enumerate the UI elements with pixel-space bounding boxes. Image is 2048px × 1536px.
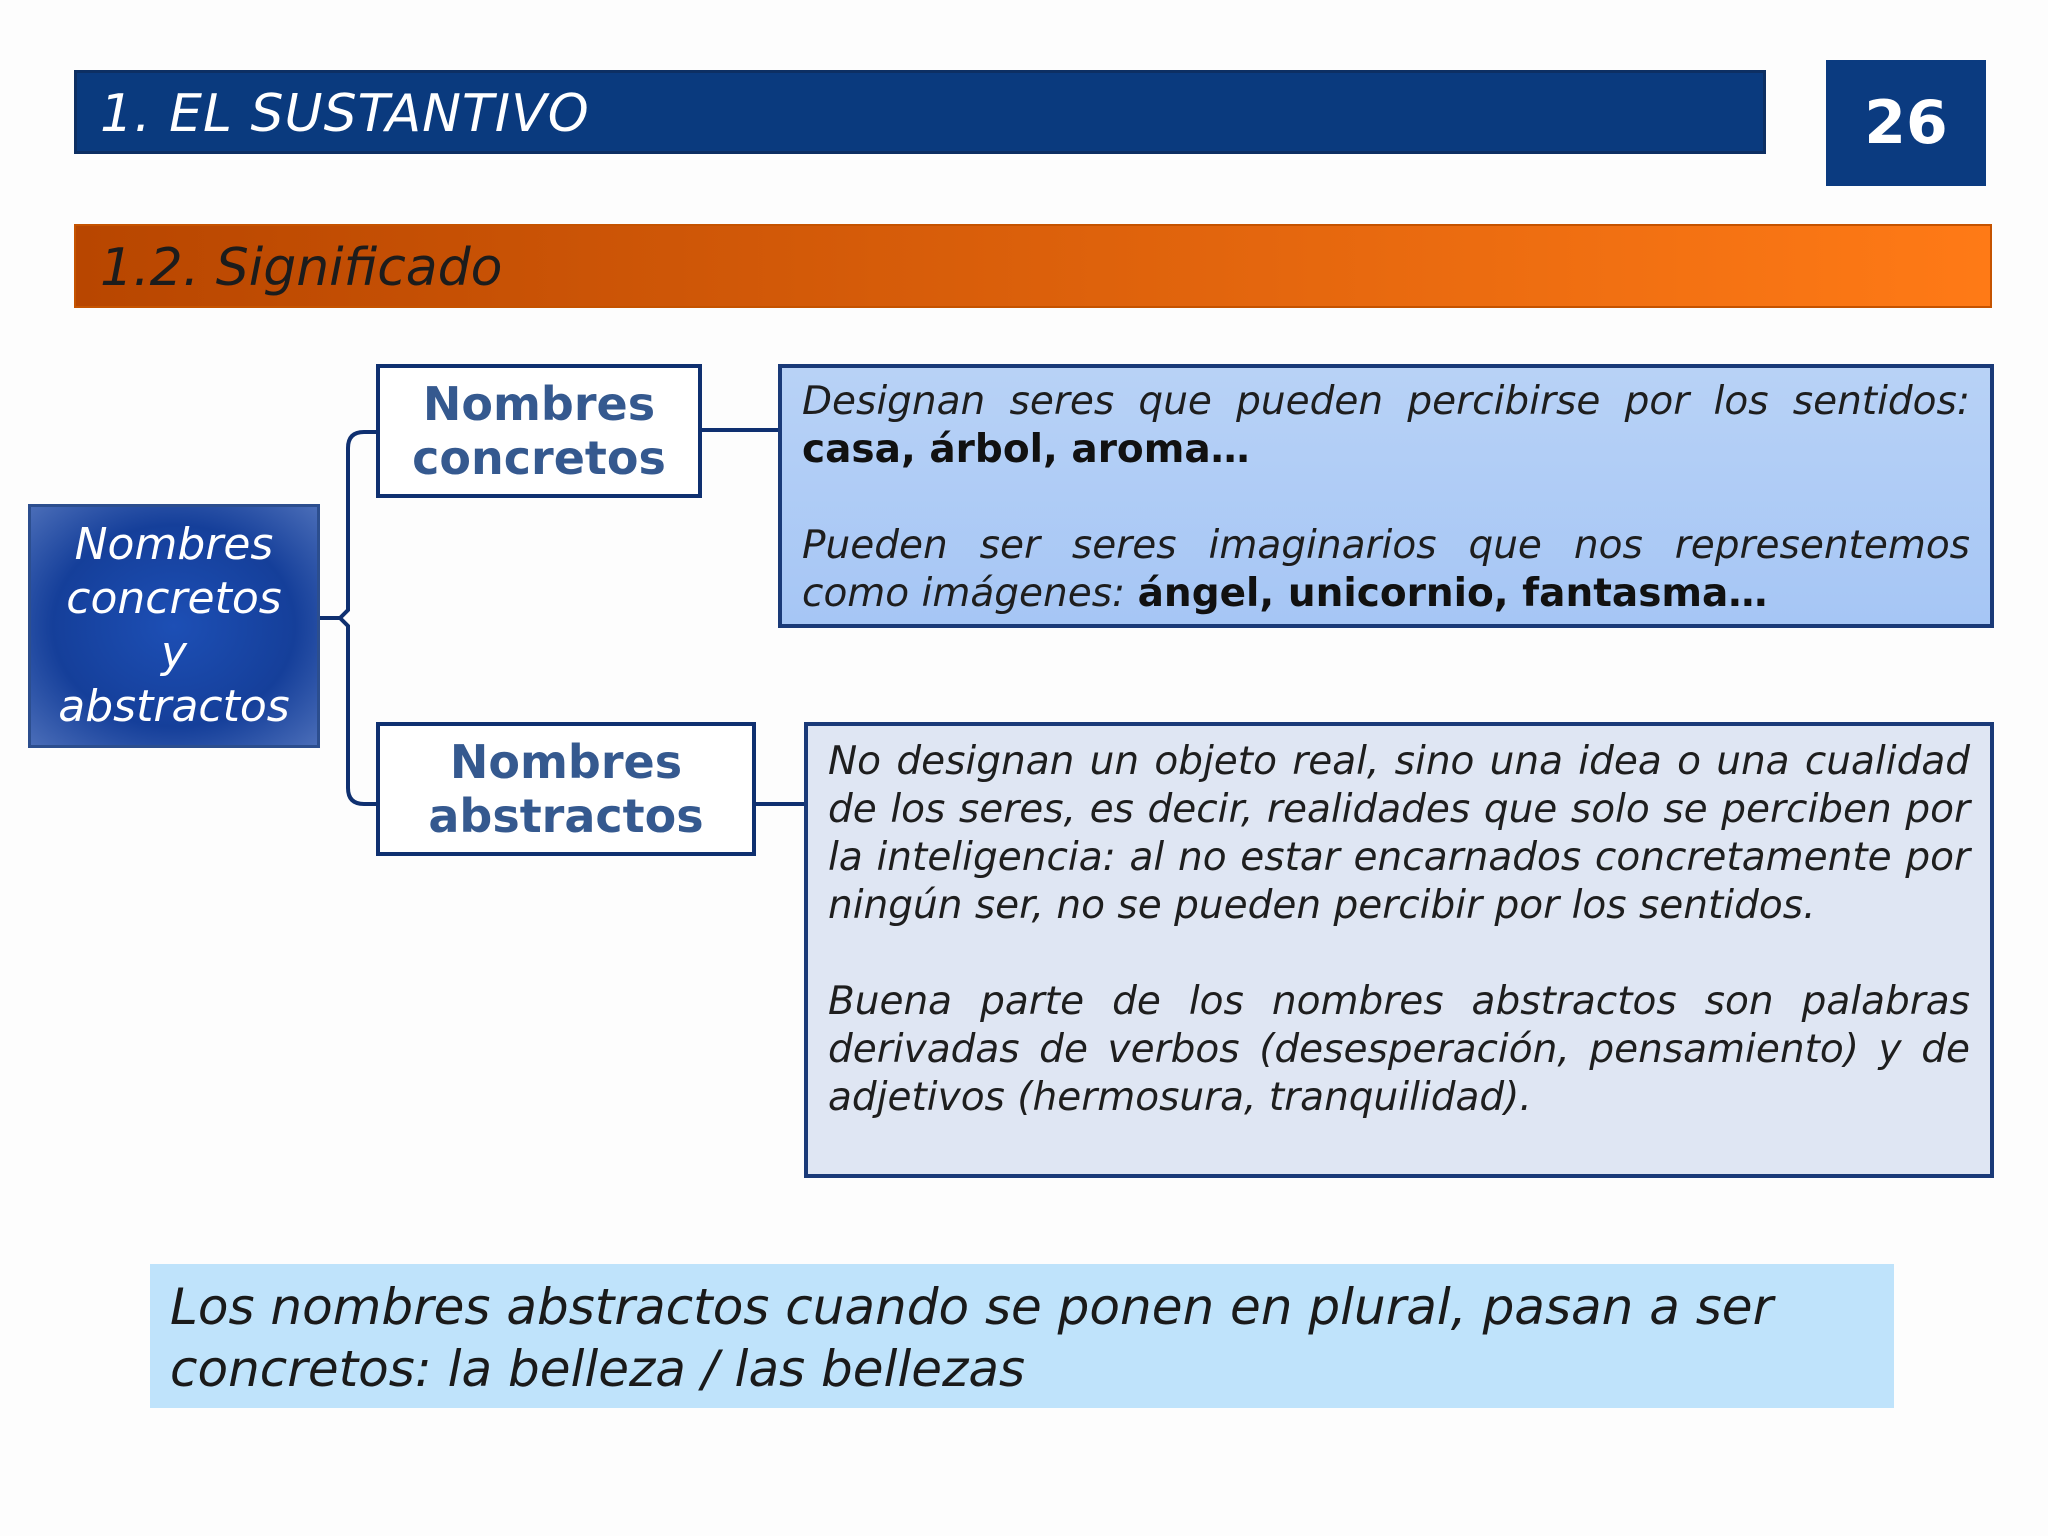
section-title: 1.2. Significado [100, 238, 503, 298]
node-nombres-abstractos [376, 722, 756, 856]
concretos-paragraph-1 [802, 378, 1970, 474]
root-line-4: abstractos [58, 681, 290, 732]
node-nombres-concretos [376, 364, 702, 498]
root-line-3: y [160, 627, 188, 678]
slide-title: 1. EL SUSTANTIVO [100, 84, 590, 144]
node-abstractos-line-1: Nombres [449, 735, 683, 789]
abstractos-paragraph-2: Buena parte de los nombres abstractos son palabras derivadas de verbos (desesperación, pensamiento) y de adjetivos (hermosura, tranquilidad). [828, 979, 1970, 1120]
concretos-desc-1-examples: casa, árbol, aroma… [802, 427, 1250, 472]
concretos-desc-2-examples: ángel, unicornio, fantasma… [1137, 571, 1768, 616]
concretos-desc-1-text: Designan seres que pueden percibirse por los sentidos: [802, 379, 1970, 424]
abstractos-description [804, 722, 1994, 1178]
concretos-desc-2-text: Pueden ser seres imaginarios que nos representemos como imágenes: [802, 523, 1970, 616]
concretos-description [778, 364, 1994, 628]
abstractos-paragraph-1: No designan un objeto real, sino una idea o una cualidad de los seres, es decir, realidades que solo se perciben por la inteligencia: al no estar encarnados concretamente por ningún ser, no se pueden percibir por los sentidos. [828, 739, 1970, 928]
root-bracket [320, 432, 376, 618]
root-node [28, 504, 320, 748]
root-line-1: Nombres [74, 519, 274, 570]
node-abstractos-line-2: abstractos [428, 789, 704, 843]
root-line-2: concretos [66, 573, 282, 624]
node-concretos-line-2: concretos [412, 431, 666, 485]
concretos-paragraph-2 [802, 522, 1970, 618]
node-concretos-line-1: Nombres [422, 377, 656, 431]
plural-note: Los nombres abstractos cuando se ponen en plural, pasan a ser concretos: la belleza / las bellezas [150, 1264, 1894, 1408]
page-number: 26 [1826, 60, 1986, 186]
root-bracket-lower [320, 618, 376, 804]
